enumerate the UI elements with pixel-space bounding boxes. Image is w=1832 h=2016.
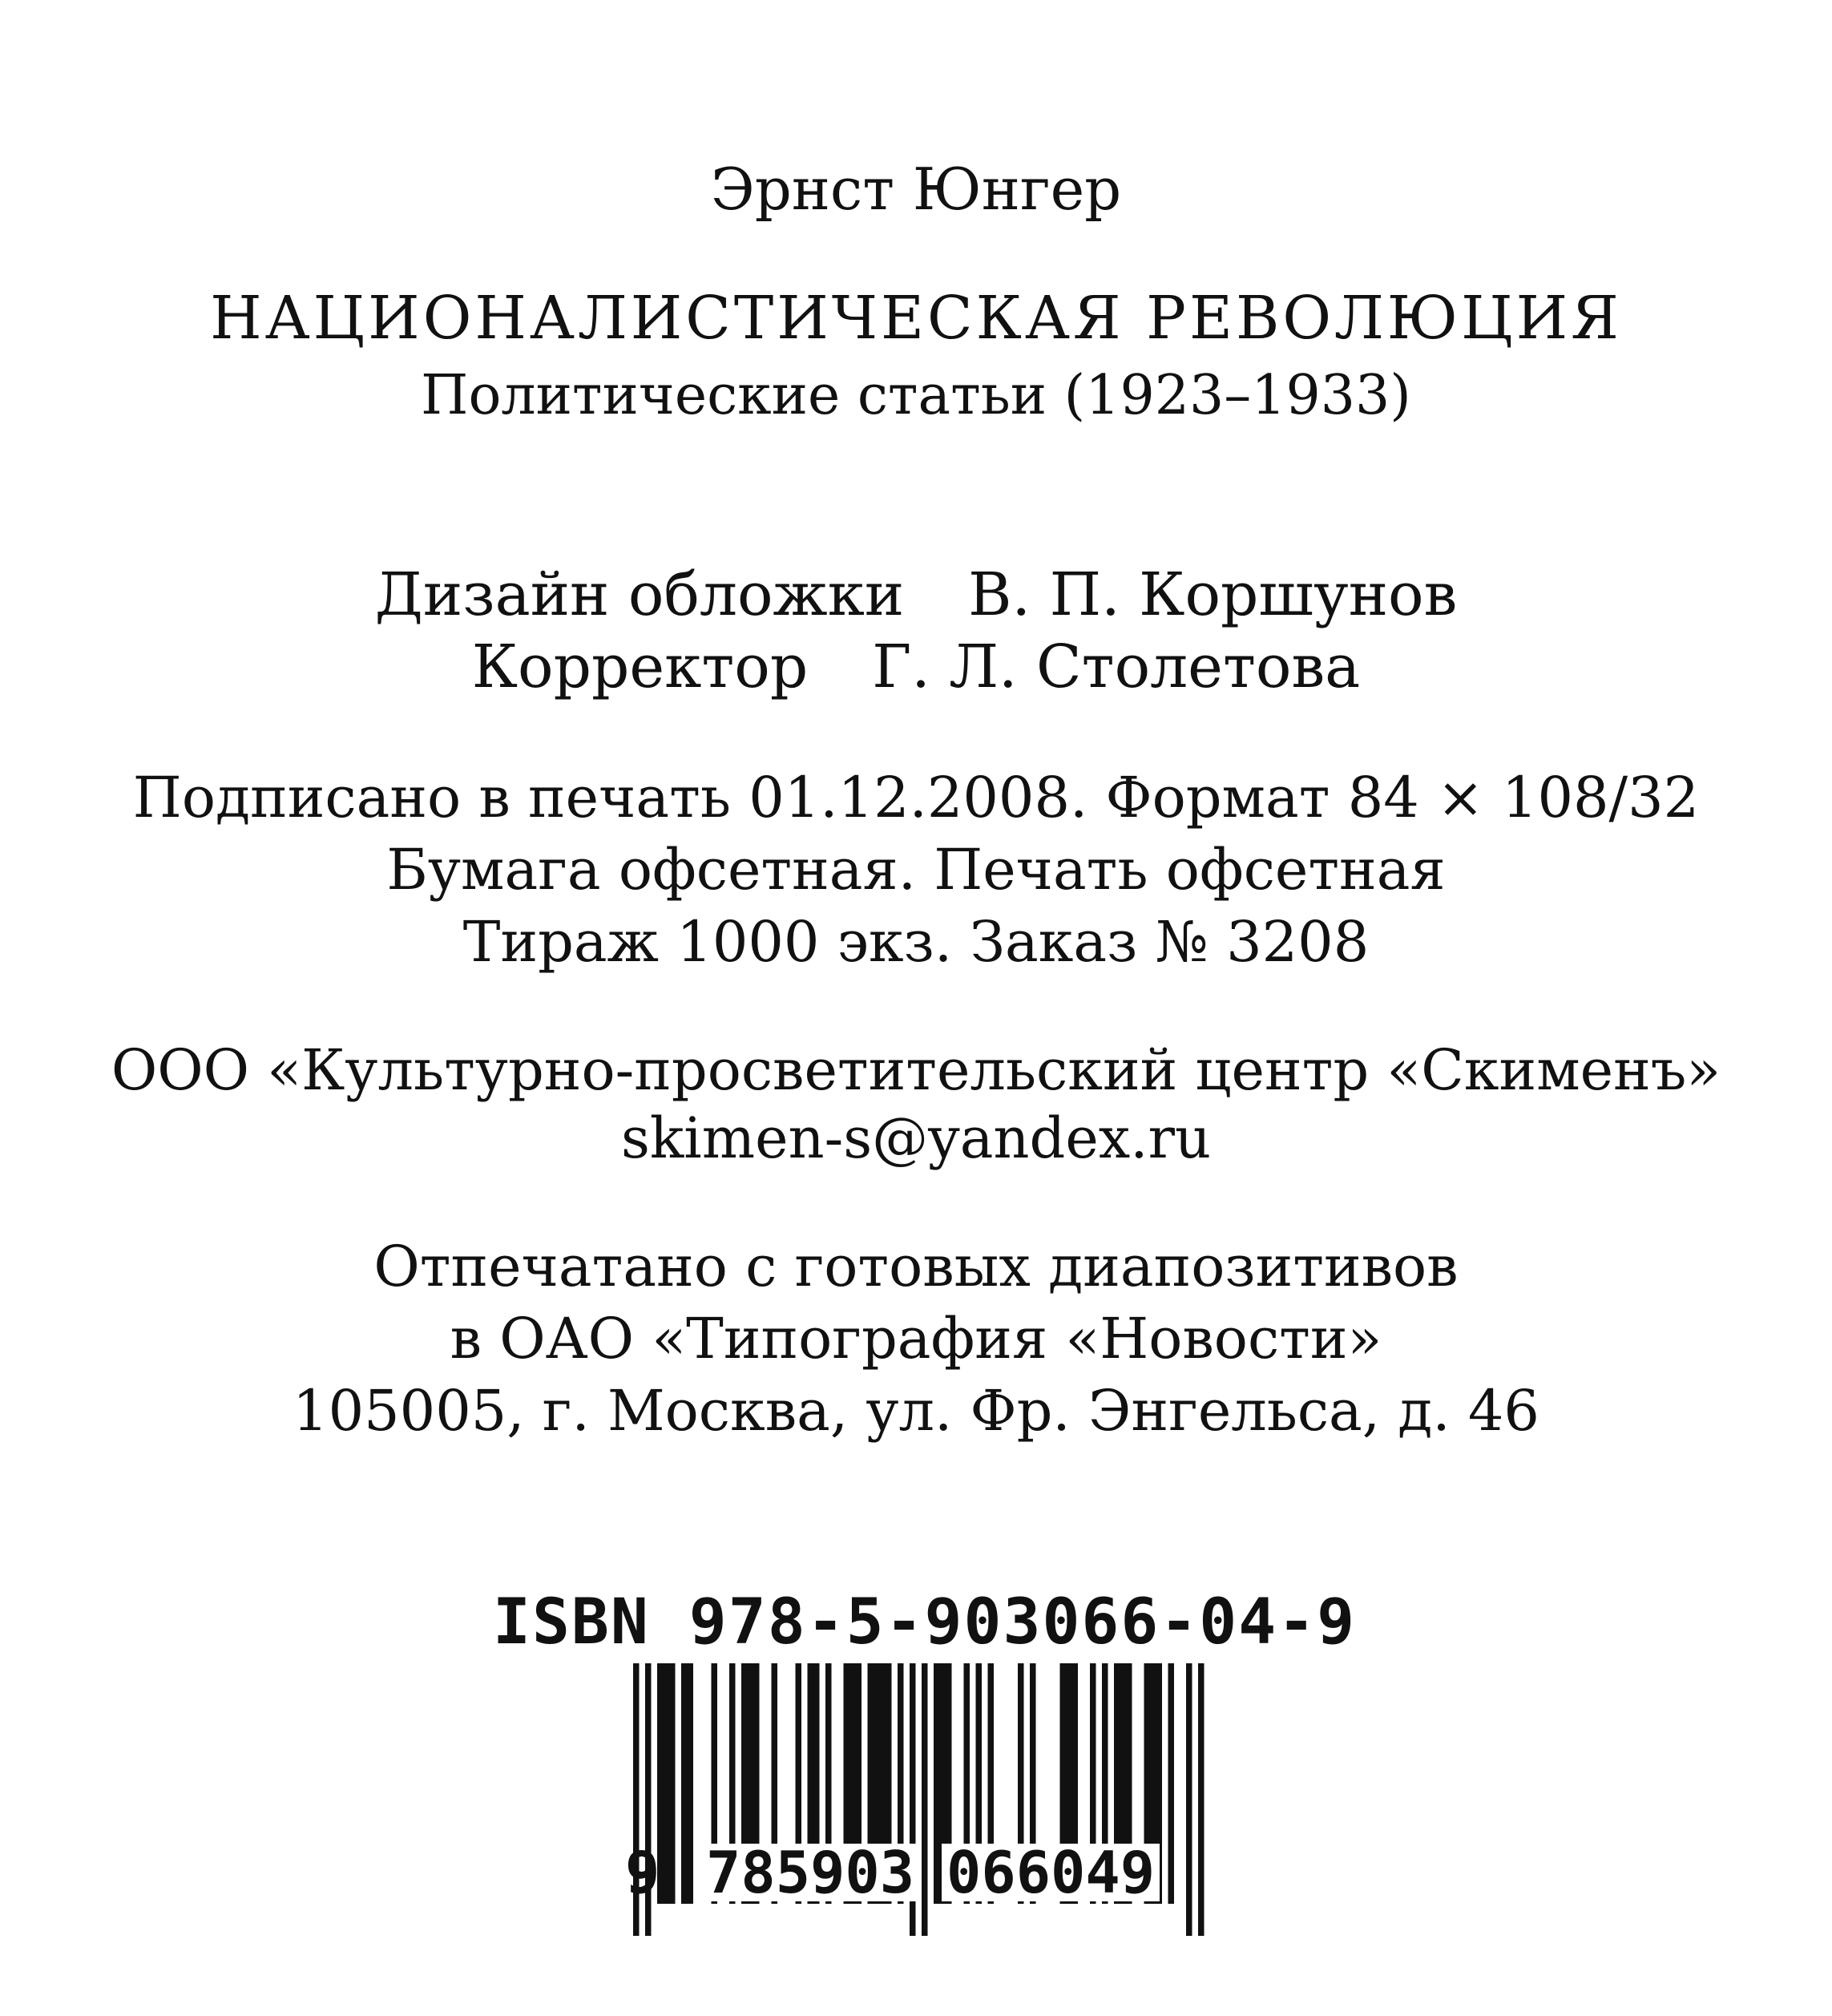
barcode-bar (669, 1663, 676, 1904)
credit-role: Дизайн обложки (374, 560, 905, 629)
barcode-bar (1186, 1663, 1192, 1936)
printer-line-3: 105005, г. Москва, ул. Фр. Энгельса, д. 46 (293, 1378, 1539, 1444)
barcode-bar (681, 1663, 688, 1904)
barcode-bar (934, 1663, 940, 1904)
printer-line-2: в ОАО «Типография «Новости» (450, 1306, 1382, 1372)
credit-person: Г. Л. Столетова (872, 632, 1361, 701)
barcode-bar (922, 1663, 928, 1936)
printer-line-1: Отпечатано с готовых диапозитивов (373, 1234, 1459, 1299)
publisher-email: skimen-s@yandex.ru (620, 1105, 1212, 1171)
barcode-right-digits: 066049 (942, 1844, 1160, 1901)
barcode-bar (1198, 1663, 1205, 1936)
barcode-bar (664, 1663, 670, 1904)
barcode-bar (1168, 1663, 1175, 1904)
credit-role: Корректор (471, 632, 809, 701)
barcode-left-digits: 785903 (701, 1844, 919, 1901)
imprint-line-print-run: Тираж 1000 экз. Заказ № 3208 (462, 909, 1370, 975)
author-name: Эрнст Юнгер (710, 156, 1122, 223)
imprint-line-paper: Бумага офсетная. Печать офсетная (386, 837, 1446, 903)
book-title: НАЦИОНАЛИСТИЧЕСКАЯ РЕВОЛЮЦИЯ (210, 284, 1622, 353)
credit-person: В. П. Коршунов (968, 560, 1458, 629)
isbn-label: ISBN 978-5-903066-04-9 (493, 1586, 1357, 1658)
credit-row-proofreader (0, 632, 1832, 701)
barcode-bar (688, 1663, 694, 1904)
publisher-name: ООО «Культурно-просветительский центр «Скименъ» (111, 1037, 1721, 1103)
credit-row-cover-design (0, 560, 1832, 629)
imprint-line-print-date-format: Подписано в печать 01.12.2008. Формат 84 × 108/32 (132, 765, 1700, 830)
barcode-first-digit: 9 (625, 1839, 660, 1906)
book-subtitle: Политические статьи (1923–1933) (421, 364, 1411, 427)
